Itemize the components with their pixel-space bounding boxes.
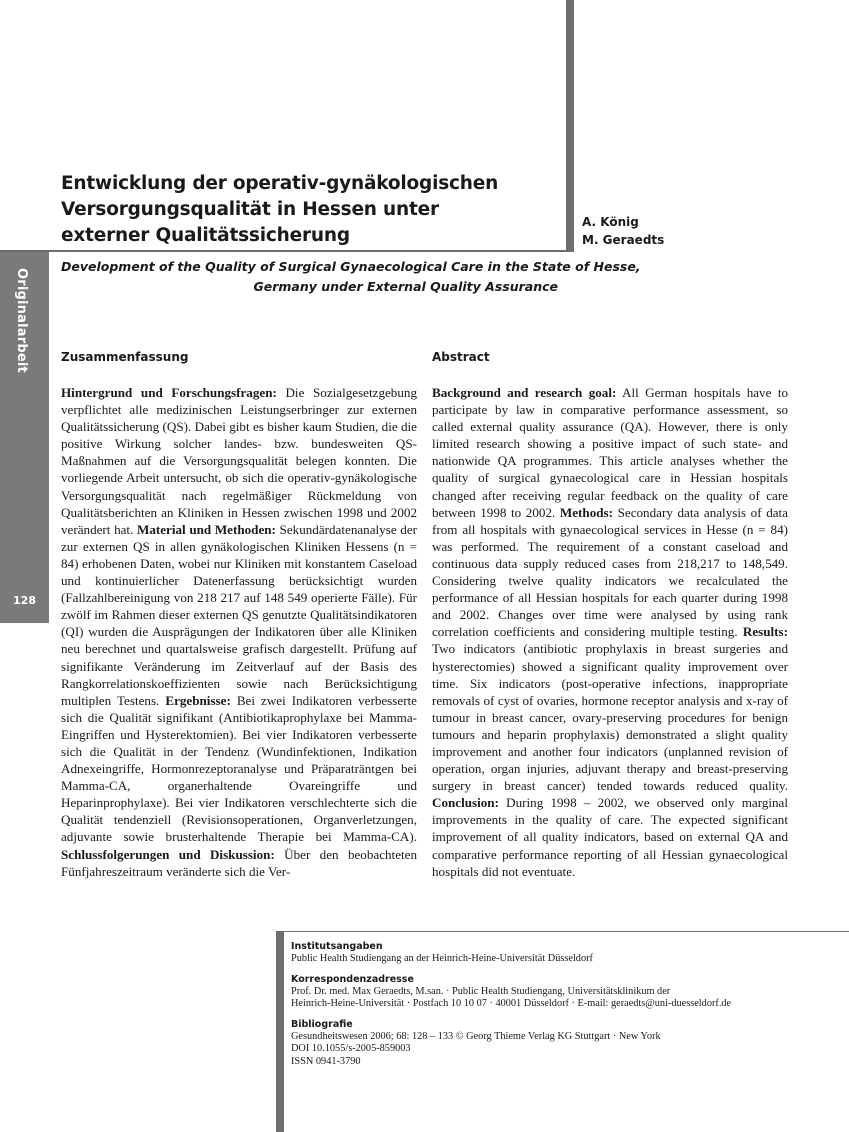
results-label-en: Results: (742, 624, 788, 640)
bibliography-block (291, 1018, 841, 1069)
footer-vertical-bar (276, 931, 284, 1132)
methods-label-de: Material und Methoden: (136, 521, 276, 537)
conclusion-label-en: Conclusion: (432, 795, 499, 811)
bibliography-heading: Bibliografie (291, 1018, 353, 1030)
results-text-de: Bei zwei Indikatoren verbesserte sich die Qualität signifikant (Antibiotikaprophylaxe bei Mamma-Eingriffen und Hysterektomien). Bei vier Indikatoren verbesserte sich die Qualität in der Tendenz (Wundinfektionen, Indikation Adnexeingriffe, Hormonrezeptoranalyse und Präparaträntgen bei Mamma-CA, organerhaltende Ovareingriffe und Heparinprophylaxe). Bei vier Indikatoren verschlechterte sich die Qualität tendenziell (Revisionsoperationen, Organverletzungen, adjuvante sowie brusterhaltende Therapie bei Mamma-CA). (61, 692, 417, 845)
author-list (582, 213, 664, 249)
english-title-line-2: Germany under External Quality Assurance (253, 279, 558, 294)
title-line-2: Versorgungsqualität in Hessen unter (61, 199, 439, 220)
header-vertical-bar (566, 0, 574, 251)
methods-label-en: Methods: (559, 504, 613, 520)
background-text-de: Die Sozialgesetzgebung verpflichtet alle medizinischen Leistungserbringer zur externen Qualitätssicherung (QS). Dabei gibt es bisher kaum Studien, die die positive Wirkung solcher landes- bzw. bundesweiten QS-Maßnahmen auf die Versorgungsqualität belegen konnten. Die vorliegende Arbeit untersucht, ob sich die operativ-gynäkologische Versorgungsqualität nach regelmäßiger Rückmeldung von Qualitätsberichten an Kliniken in Hessen zwischen 1998 und 2002 verändert hat. (61, 385, 417, 537)
background-text-en: All German hospitals have to participate by law in comparative performance assessment, so called external quality assurance (QA). However, there is only limited research showing a positive impact of such state- and nationwide QA programmes. This article analyses whether the quality of surgical gynaecological care in Hessian hospitals changed after receiving regular feedback on the quality of care between 1998 to 2002. (432, 385, 788, 520)
conclusion-text-de: Über den beobachteten Fünfjahreszeitraum veränderte sich die Ver- (61, 846, 418, 879)
conclusion-label-de: Schlussfolgerungen und Diskussion: (61, 846, 275, 862)
abstract-heading: Abstract (432, 350, 490, 364)
english-title (61, 257, 641, 297)
results-label-de: Ergebnisse: (165, 692, 231, 708)
article-type-label: Originalarbeit (14, 268, 29, 373)
conclusion-text-en: During 1998 – 2002, we observed only marginal improvements in the quality of care. The expected significant improvement of all quality indicators, based on external QA and comparative performance reporting of all Hessian gynaecological hospitals did not eventuate. (432, 795, 788, 879)
article-info-footer (291, 940, 841, 1076)
zusammenfassung-text (61, 384, 417, 880)
author-1: A. König (582, 215, 639, 229)
correspondence-heading: Korrespondenzadresse (291, 973, 414, 985)
institution-heading: Institutsangaben (291, 941, 383, 952)
page-number: 128 (13, 594, 36, 607)
institution-text: Public Health Studiengang an der Heinrich-Heine-Universität Düsseldorf (291, 953, 593, 964)
bibliography-citation: Gesundheitswesen 2006; 68: 128 – 133 © Georg Thieme Verlag KG Stuttgart · New York (291, 1030, 661, 1042)
methods-text-en: Secondary data analysis of data from all hospitals with gynaecological services in Hesse (n = 84) was performed. The requirement of a constant caseload and continuous data supply reduced cases from 218,217 to 148,549. Considering twelve quality indicators we recalculated the performance of all Hessian hospitals for each quarter during 1998 and 2002. Changes over time were analysed by using rank correlation coefficients and considering multiple testing. (432, 504, 788, 640)
header-rule (0, 250, 574, 252)
author-2: M. Geraedts (582, 233, 665, 247)
background-label-en: Background and research goal: (432, 385, 617, 400)
zusammenfassung-heading: Zusammenfassung (61, 350, 189, 364)
english-title-line-1: Development of the Quality of Surgical Gynaecological Care in the State of Hesse, (61, 259, 641, 274)
correspondence-block (291, 973, 841, 1011)
title-line-1: Entwicklung der operativ-gynäkologischen (61, 173, 499, 194)
article-title (61, 171, 556, 249)
results-text-en: Two indicators (antibiotic prophylaxis in breast surgeries and hysterectomies) showed a significant quality improvement over time. Six indicators (post-operative infections, inappropriate removals of cyst of ovaries, hormone receptor analysis and x-ray of tumour in breast cancer, ovary-preserving procedures for benign tumours and heparin prophylaxis) demonstrated a slight quality improvement and another four indicators (unplanned revision of operation, organ injuries, adjuvant therapy and breast-preserving surgery in breast cancer) tended towards reduced quality. (432, 641, 788, 794)
footer-rule (284, 931, 849, 932)
methods-text-de: Sekundärdatenanalyse der zur externen QS in allen gynäkologischen Kliniken Hessens (n = 84) erhobenen Daten, wobei nur Kliniken mit konstantem Caseload und kontinuierlicher Datenerfassung berücksichtigt wurden (Fallzahlbereinigung von 218 217 auf 148 549 operierte Fälle). Für zwölf im Rahmen dieser externen QS genutzte Qualitätsindikatoren (QI) wurden die Ausprägungen der Indikatoren über alle Kliniken neu berechnet und quartalsweise grafisch dargestellt. Prüfung auf signifikante Veränderung im Zeitverlauf auf der Basis des Rangkorrelationskoeffizienten sowie nach Berücksichtigung multiplen Testens. (61, 521, 417, 708)
title-line-3: externer Qualitätssicherung (61, 225, 350, 246)
bibliography-issn: ISSN 0941-3790 (291, 1055, 361, 1067)
correspondence-line-2: Heinrich-Heine-Universität · Postfach 10 10 07 · 40001 Düsseldorf · E-mail: geraedts@uni-duesseldorf.de (291, 998, 732, 1010)
correspondence-line-1: Prof. Dr. med. Max Geraedts, M.san. · Public Health Studiengang, Universitätsklinikum der (291, 985, 671, 997)
institution-block (291, 940, 841, 966)
background-label-de: Hintergrund und Forschungsfragen: (61, 385, 277, 400)
bibliography-doi: DOI 10.1055/s-2005-859003 (291, 1043, 411, 1055)
abstract-text (432, 384, 788, 880)
